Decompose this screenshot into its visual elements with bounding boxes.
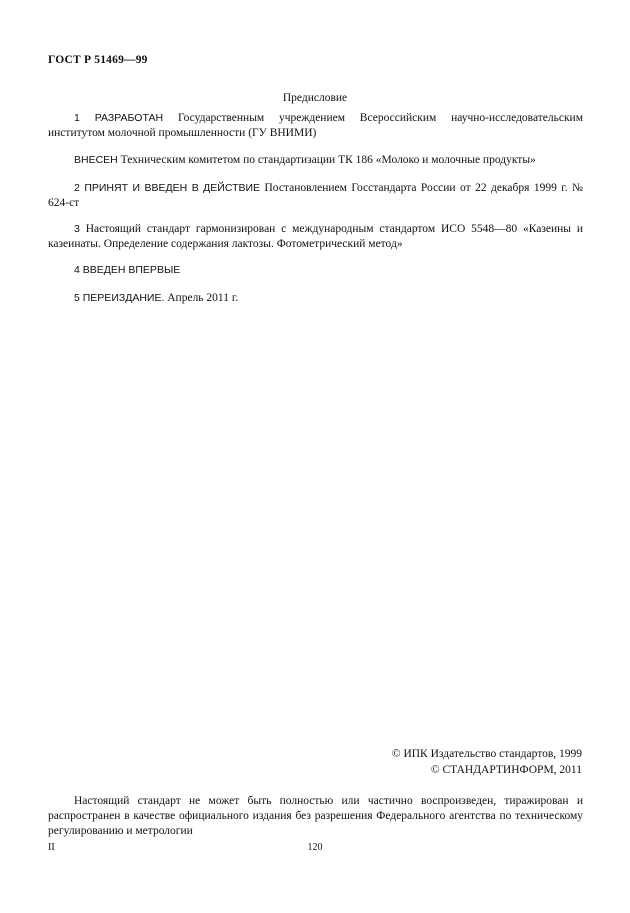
paragraph-lead: ВНЕСЕН	[74, 154, 118, 166]
roman-folio: II	[48, 842, 55, 853]
paragraph-lead: 2 ПРИНЯТ И ВВЕДЕН В ДЕЙСТВИЕ	[74, 182, 261, 194]
reproduction-notice: Настоящий стандарт не может быть полностью или частично воспроизведен, тиражирован и распространен в качестве официального издания без разрешения Федерального агентства по техническому регулированию и метрологии	[48, 795, 583, 837]
paragraph-text: Настоящий стандарт гармонизирован с международным стандартом ИСО 5548—80 «Казеины и казеинаты. Определение содержания лактозы. Фотометрический метод»	[48, 223, 583, 250]
copyright-block	[392, 746, 582, 778]
paragraph-lead: 4 ВВЕДЕН ВПЕРВЫЕ	[74, 264, 181, 276]
paragraph-adopted	[48, 181, 583, 211]
paragraph-text: Постановлением Госстандарта России от 22 декабря 1999 г. № 624-ст	[48, 182, 583, 209]
page-number: 120	[307, 842, 323, 853]
paragraph-introduced	[48, 153, 583, 168]
document-code: ГОСТ Р 51469—99	[48, 54, 148, 66]
section-title: Предисловие	[282, 92, 348, 104]
copyright-line-2: © СТАНДАРТИНФОРМ, 2011	[430, 764, 582, 776]
paragraph-lead: 3	[74, 223, 80, 235]
paragraph-text: Техническим комитетом по стандартизации ТК 186 «Молоко и молочные продукты»	[117, 154, 536, 166]
paragraph-text: Апрель 2011 г.	[164, 292, 239, 304]
paragraph-harmonized	[48, 222, 583, 252]
paragraph-first-introduced	[48, 263, 583, 278]
paragraph-lead: 1 РАЗРАБОТАН	[74, 112, 164, 124]
paragraph-lead: 5 ПЕРЕИЗДАНИЕ.	[74, 292, 165, 304]
copyright-line-1: © ИПК Издательство стандартов, 1999	[391, 748, 582, 760]
paragraph-developed	[48, 111, 583, 141]
paragraph-text: Государственным учреждением Всероссийским научно-исследовательским институтом молочной промышленности (ГУ ВНИМИ)	[48, 112, 583, 139]
paragraph-reissue	[48, 291, 583, 306]
